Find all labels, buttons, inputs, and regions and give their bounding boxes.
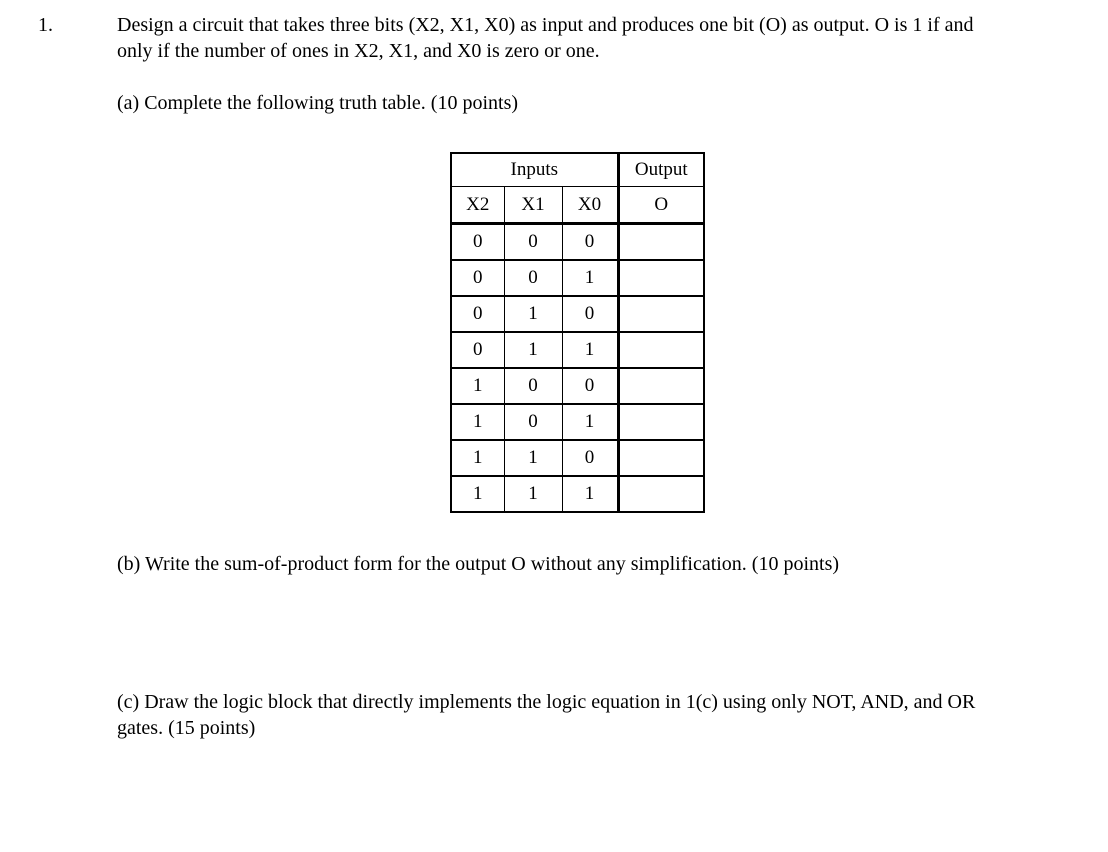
cell-output[interactable] (618, 440, 704, 476)
cell-x0: 1 (562, 332, 618, 368)
cell-x0: 0 (562, 296, 618, 332)
cell-x2: 0 (451, 260, 504, 296)
table-row (451, 440, 704, 476)
table-row (451, 224, 704, 261)
cell-output[interactable] (618, 260, 704, 296)
cell-x0: 1 (562, 476, 618, 512)
table-row (451, 476, 704, 512)
question-text-line-1: Design a circuit that takes three bits (X2, X1, X0) as input and produces one bit (O) as output. O is 1 if and (117, 14, 974, 36)
column-header-x2: X2 (451, 187, 504, 224)
cell-x0: 1 (562, 404, 618, 440)
column-header-o: O (618, 187, 704, 224)
column-header-x0: X0 (562, 187, 618, 224)
cell-x1: 0 (504, 260, 562, 296)
question-text-line-2: only if the number of ones in X2, X1, and X0 is zero or one. (117, 40, 600, 62)
table-row (451, 368, 704, 404)
cell-x2: 0 (451, 296, 504, 332)
cell-x1: 1 (504, 440, 562, 476)
cell-x2: 1 (451, 476, 504, 512)
truth-table (450, 152, 705, 513)
cell-x1: 1 (504, 332, 562, 368)
table-row (451, 404, 704, 440)
question-number: 1. (38, 14, 53, 36)
cell-output[interactable] (618, 332, 704, 368)
cell-output[interactable] (618, 296, 704, 332)
cell-x2: 0 (451, 224, 504, 261)
cell-output[interactable] (618, 404, 704, 440)
cell-x1: 0 (504, 404, 562, 440)
part-c-prompt-line-1: (c) Draw the logic block that directly implements the logic equation in 1(c) using only NOT, AND, and OR (117, 691, 976, 713)
part-a-prompt: (a) Complete the following truth table. (10 points) (117, 92, 519, 114)
table-row (451, 332, 704, 368)
cell-output[interactable] (618, 368, 704, 404)
part-c-prompt-line-2: gates. (15 points) (117, 717, 256, 739)
cell-x1: 0 (504, 224, 562, 261)
cell-x0: 0 (562, 440, 618, 476)
cell-x0: 0 (562, 224, 618, 261)
cell-output[interactable] (618, 224, 704, 261)
cell-x1: 0 (504, 368, 562, 404)
table-row (451, 296, 704, 332)
cell-x2: 0 (451, 332, 504, 368)
table-row (451, 260, 704, 296)
cell-x2: 1 (451, 368, 504, 404)
part-b-prompt: (b) Write the sum-of-product form for the output O without any simplification. (10 points) (117, 553, 840, 575)
cell-x0: 0 (562, 368, 618, 404)
cell-x2: 1 (451, 404, 504, 440)
cell-x0: 1 (562, 260, 618, 296)
output-header: Output (618, 153, 704, 187)
cell-x1: 1 (504, 476, 562, 512)
inputs-header: Inputs (451, 153, 618, 187)
column-header-x1: X1 (504, 187, 562, 224)
cell-output[interactable] (618, 476, 704, 512)
cell-x1: 1 (504, 296, 562, 332)
cell-x2: 1 (451, 440, 504, 476)
